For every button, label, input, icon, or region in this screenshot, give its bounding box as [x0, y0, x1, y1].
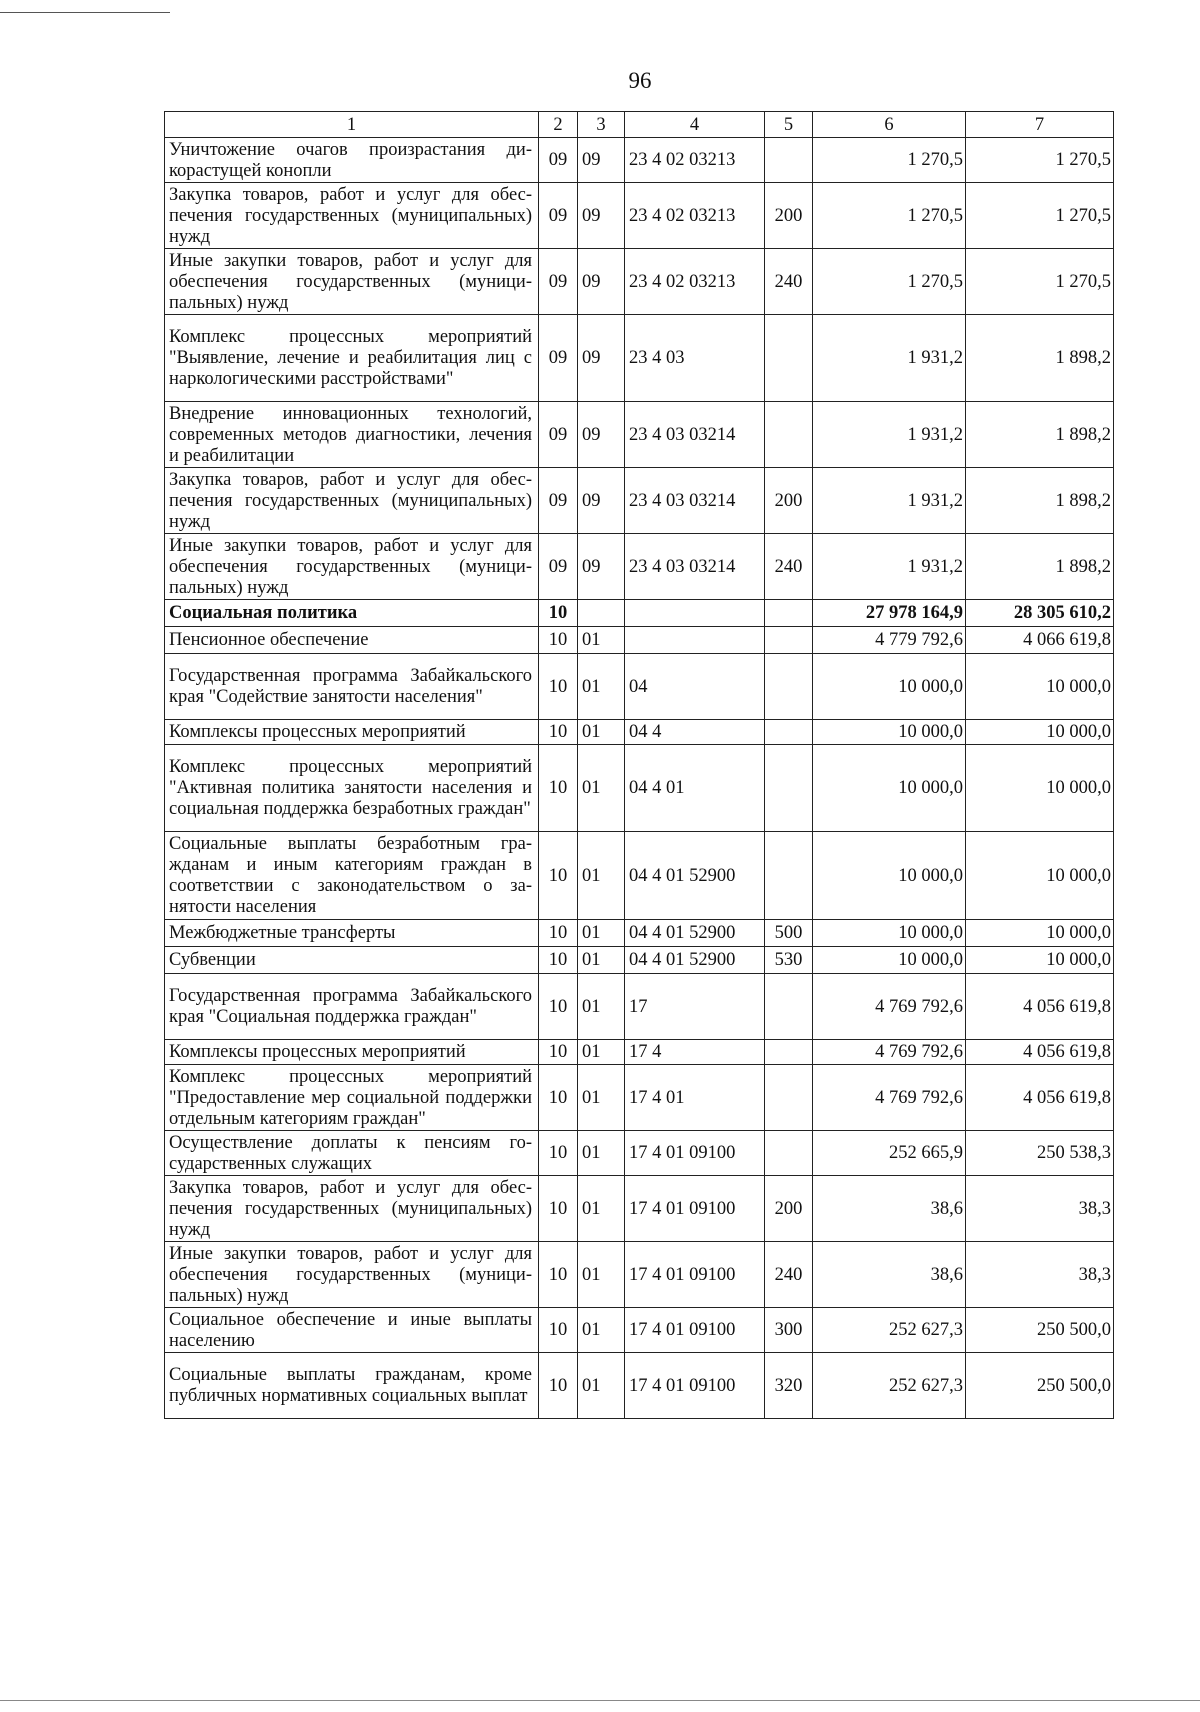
item-name-cell: Социальная политика [165, 600, 539, 627]
subsection-code-cell: 09 [578, 138, 625, 183]
subsection-code-cell: 01 [578, 1353, 625, 1419]
item-name-cell: Комплексы процессных мероприятий [165, 1040, 539, 1065]
table-row [165, 745, 1114, 832]
expense-type-cell [765, 1065, 813, 1131]
amount-col6-cell: 10 000,0 [813, 947, 966, 974]
table-row [165, 600, 1114, 627]
item-name-cell: Уничтожение очагов произрастания дикорастущей конопли [165, 138, 539, 183]
section-code-cell: 10 [539, 920, 578, 947]
page-number: 96 [628, 68, 652, 93]
section-code-cell: 10 [539, 720, 578, 745]
target-article-cell: 23 4 03 03214 [625, 468, 765, 534]
amount-col6-cell: 10 000,0 [813, 745, 966, 832]
subsection-code-cell: 01 [578, 627, 625, 654]
subsection-code-cell: 01 [578, 1065, 625, 1131]
table-row [165, 1353, 1114, 1419]
amount-col7-cell: 1 898,2 [966, 468, 1114, 534]
item-name-cell: Комплекс процессных мероприятий "Активная политика занятости населения и социальная поддержка безработных граждан" [165, 745, 539, 832]
item-name-cell: Государственная программа Забайкальского края "Содействие занятости населения" [165, 654, 539, 720]
target-article-cell: 17 4 01 09100 [625, 1176, 765, 1242]
target-article-cell: 04 4 [625, 720, 765, 745]
expense-type-cell [765, 720, 813, 745]
table-row [165, 183, 1114, 249]
target-article-cell: 17 [625, 974, 765, 1040]
column-header: 2 [539, 112, 578, 138]
amount-col6-cell: 1 270,5 [813, 138, 966, 183]
amount-col6-cell: 252 665,9 [813, 1131, 966, 1176]
amount-col6-cell: 252 627,3 [813, 1353, 966, 1419]
amount-col6-cell: 10 000,0 [813, 720, 966, 745]
amount-col7-cell: 10 000,0 [966, 745, 1114, 832]
target-article-cell: 23 4 03 03214 [625, 534, 765, 600]
subsection-code-cell: 09 [578, 315, 625, 402]
item-name-cell: Иные закупки товаров, работ и услуг для обеспечения государственных (муниципальных) нужд [165, 534, 539, 600]
amount-col6-cell: 1 931,2 [813, 402, 966, 468]
budget-table [164, 111, 1114, 1419]
target-article-cell [625, 627, 765, 654]
amount-col7-cell: 28 305 610,2 [966, 600, 1114, 627]
target-article-cell: 17 4 01 [625, 1065, 765, 1131]
column-header: 1 [165, 112, 539, 138]
expense-type-cell: 500 [765, 920, 813, 947]
amount-col6-cell: 10 000,0 [813, 920, 966, 947]
subsection-code-cell: 09 [578, 534, 625, 600]
amount-col7-cell: 10 000,0 [966, 720, 1114, 745]
amount-col7-cell: 1 270,5 [966, 138, 1114, 183]
section-code-cell: 10 [539, 832, 578, 920]
amount-col6-cell: 1 270,5 [813, 183, 966, 249]
amount-col6-cell: 38,6 [813, 1176, 966, 1242]
target-article-cell: 17 4 01 09100 [625, 1131, 765, 1176]
scan-artifact-bottom-line [0, 1700, 1200, 1701]
target-article-cell: 23 4 03 03214 [625, 402, 765, 468]
table-row [165, 627, 1114, 654]
item-name-cell: Осуществление доплаты к пенсиям государственных служащих [165, 1131, 539, 1176]
target-article-cell: 04 4 01 [625, 745, 765, 832]
amount-col7-cell: 250 500,0 [966, 1308, 1114, 1353]
section-code-cell: 10 [539, 600, 578, 627]
table-row [165, 832, 1114, 920]
item-name-cell: Межбюджетные трансферты [165, 920, 539, 947]
expense-type-cell: 300 [765, 1308, 813, 1353]
item-name-cell: Комплексы процессных мероприятий [165, 720, 539, 745]
scan-artifact-top-line [0, 12, 170, 13]
expense-type-cell: 240 [765, 1242, 813, 1308]
item-name-cell: Иные закупки товаров, работ и услуг для обеспечения государственных (муниципальных) нужд [165, 1242, 539, 1308]
amount-col6-cell: 1 931,2 [813, 534, 966, 600]
expense-type-cell [765, 1131, 813, 1176]
expense-type-cell [765, 627, 813, 654]
item-name-cell: Закупка товаров, работ и услуг для обеспечения государственных (муниципальных) нужд [165, 1176, 539, 1242]
subsection-code-cell: 09 [578, 468, 625, 534]
item-name-cell: Государственная программа Забайкальского края "Социальная поддержка граждан" [165, 974, 539, 1040]
expense-type-cell [765, 600, 813, 627]
section-code-cell: 10 [539, 745, 578, 832]
item-name-cell: Внедрение инновационных технологий, современных методов диагностики, лечения и реабилитации [165, 402, 539, 468]
subsection-code-cell: 01 [578, 920, 625, 947]
amount-col7-cell: 38,3 [966, 1242, 1114, 1308]
table-row [165, 947, 1114, 974]
expense-type-cell: 200 [765, 468, 813, 534]
amount-col7-cell: 250 538,3 [966, 1131, 1114, 1176]
section-code-cell: 10 [539, 1131, 578, 1176]
section-code-cell: 10 [539, 974, 578, 1040]
amount-col6-cell: 252 627,3 [813, 1308, 966, 1353]
item-name-cell: Иные закупки товаров, работ и услуг для обеспечения государственных (муниципальных) нужд [165, 249, 539, 315]
section-code-cell: 10 [539, 654, 578, 720]
table-row [165, 1176, 1114, 1242]
target-article-cell: 17 4 [625, 1040, 765, 1065]
table-row [165, 1131, 1114, 1176]
amount-col7-cell: 4 056 619,8 [966, 1040, 1114, 1065]
target-article-cell: 04 4 01 52900 [625, 920, 765, 947]
subsection-code-cell: 09 [578, 183, 625, 249]
section-code-cell: 09 [539, 249, 578, 315]
amount-col7-cell: 1 270,5 [966, 249, 1114, 315]
section-code-cell: 09 [539, 183, 578, 249]
item-name-cell: Комплекс процессных мероприятий "Выявление, лечение и реабилитация лиц с наркологическими расстройствами" [165, 315, 539, 402]
amount-col7-cell: 1 898,2 [966, 534, 1114, 600]
target-article-cell: 23 4 02 03213 [625, 138, 765, 183]
subsection-code-cell: 01 [578, 832, 625, 920]
table-row [165, 249, 1114, 315]
amount-col6-cell: 4 769 792,6 [813, 1040, 966, 1065]
target-article-cell: 23 4 02 03213 [625, 249, 765, 315]
subsection-code-cell: 01 [578, 1242, 625, 1308]
section-code-cell: 09 [539, 315, 578, 402]
expense-type-cell: 240 [765, 534, 813, 600]
subsection-code-cell: 01 [578, 654, 625, 720]
column-header: 5 [765, 112, 813, 138]
expense-type-cell [765, 1040, 813, 1065]
subsection-code-cell: 01 [578, 745, 625, 832]
subsection-code-cell: 01 [578, 947, 625, 974]
subsection-code-cell: 01 [578, 974, 625, 1040]
target-article-cell: 04 4 01 52900 [625, 947, 765, 974]
table-row [165, 402, 1114, 468]
section-code-cell: 10 [539, 1176, 578, 1242]
section-code-cell: 10 [539, 1040, 578, 1065]
target-article-cell: 23 4 02 03213 [625, 183, 765, 249]
table-body [165, 138, 1114, 1419]
item-name-cell: Социальные выплаты гражданам, кроме публичных нормативных социальных выплат [165, 1353, 539, 1419]
amount-col6-cell: 4 779 792,6 [813, 627, 966, 654]
amount-col7-cell: 4 066 619,8 [966, 627, 1114, 654]
amount-col6-cell: 1 931,2 [813, 315, 966, 402]
column-header: 3 [578, 112, 625, 138]
table-row [165, 974, 1114, 1040]
section-code-cell: 10 [539, 1308, 578, 1353]
table-row [165, 1040, 1114, 1065]
target-article-cell [625, 600, 765, 627]
expense-type-cell [765, 315, 813, 402]
amount-col6-cell: 38,6 [813, 1242, 966, 1308]
subsection-code-cell: 01 [578, 1040, 625, 1065]
amount-col7-cell: 10 000,0 [966, 832, 1114, 920]
item-name-cell: Социальные выплаты безработным гражданам и иным категориям граждан в соответствии с законодательством о занятости населения [165, 832, 539, 920]
table-row [165, 1242, 1114, 1308]
amount-col6-cell: 27 978 164,9 [813, 600, 966, 627]
table-row [165, 1308, 1114, 1353]
amount-col7-cell: 38,3 [966, 1176, 1114, 1242]
subsection-code-cell: 01 [578, 720, 625, 745]
table-row [165, 138, 1114, 183]
amount-col6-cell: 4 769 792,6 [813, 974, 966, 1040]
table-row [165, 468, 1114, 534]
table-row [165, 654, 1114, 720]
amount-col7-cell: 4 056 619,8 [966, 974, 1114, 1040]
section-code-cell: 10 [539, 1353, 578, 1419]
table-row [165, 720, 1114, 745]
expense-type-cell: 530 [765, 947, 813, 974]
column-header: 7 [966, 112, 1114, 138]
amount-col7-cell: 10 000,0 [966, 654, 1114, 720]
subsection-code-cell: 01 [578, 1176, 625, 1242]
table-header-row [165, 112, 1114, 138]
amount-col7-cell: 10 000,0 [966, 947, 1114, 974]
item-name-cell: Субвенции [165, 947, 539, 974]
item-name-cell: Социальное обеспечение и иные выплаты населению [165, 1308, 539, 1353]
item-name-cell: Пенсионное обеспечение [165, 627, 539, 654]
amount-col6-cell: 1 931,2 [813, 468, 966, 534]
target-article-cell: 04 [625, 654, 765, 720]
target-article-cell: 17 4 01 09100 [625, 1353, 765, 1419]
amount-col7-cell: 1 270,5 [966, 183, 1114, 249]
subsection-code-cell: 01 [578, 1131, 625, 1176]
section-code-cell: 09 [539, 138, 578, 183]
section-code-cell: 10 [539, 1065, 578, 1131]
target-article-cell: 17 4 01 09100 [625, 1308, 765, 1353]
table-row [165, 920, 1114, 947]
item-name-cell: Комплекс процессных мероприятий "Предоставление мер социальной поддержки отдельным категориям граждан" [165, 1065, 539, 1131]
expense-type-cell [765, 654, 813, 720]
expense-type-cell [765, 402, 813, 468]
amount-col7-cell: 10 000,0 [966, 920, 1114, 947]
expense-type-cell [765, 138, 813, 183]
expense-type-cell [765, 974, 813, 1040]
amount-col6-cell: 10 000,0 [813, 832, 966, 920]
section-code-cell: 10 [539, 947, 578, 974]
section-code-cell: 09 [539, 402, 578, 468]
section-code-cell: 10 [539, 1242, 578, 1308]
expense-type-cell [765, 832, 813, 920]
item-name-cell: Закупка товаров, работ и услуг для обеспечения государственных (муниципальных) нужд [165, 468, 539, 534]
amount-col7-cell: 1 898,2 [966, 315, 1114, 402]
amount-col6-cell: 1 270,5 [813, 249, 966, 315]
amount-col7-cell: 250 500,0 [966, 1353, 1114, 1419]
item-name-cell: Закупка товаров, работ и услуг для обеспечения государственных (муниципальных) нужд [165, 183, 539, 249]
expense-type-cell: 240 [765, 249, 813, 315]
expense-type-cell: 200 [765, 183, 813, 249]
target-article-cell: 04 4 01 52900 [625, 832, 765, 920]
expense-type-cell: 200 [765, 1176, 813, 1242]
section-code-cell: 10 [539, 627, 578, 654]
table-row [165, 1065, 1114, 1131]
section-code-cell: 09 [539, 534, 578, 600]
amount-col7-cell: 4 056 619,8 [966, 1065, 1114, 1131]
amount-col7-cell: 1 898,2 [966, 402, 1114, 468]
amount-col6-cell: 4 769 792,6 [813, 1065, 966, 1131]
expense-type-cell: 320 [765, 1353, 813, 1419]
amount-col6-cell: 10 000,0 [813, 654, 966, 720]
target-article-cell: 23 4 03 [625, 315, 765, 402]
column-header: 6 [813, 112, 966, 138]
subsection-code-cell: 09 [578, 402, 625, 468]
table-row [165, 534, 1114, 600]
target-article-cell: 17 4 01 09100 [625, 1242, 765, 1308]
expense-type-cell [765, 745, 813, 832]
section-code-cell: 09 [539, 468, 578, 534]
subsection-code-cell: 09 [578, 249, 625, 315]
subsection-code-cell: 01 [578, 1308, 625, 1353]
column-header: 4 [625, 112, 765, 138]
subsection-code-cell [578, 600, 625, 627]
table-row [165, 315, 1114, 402]
